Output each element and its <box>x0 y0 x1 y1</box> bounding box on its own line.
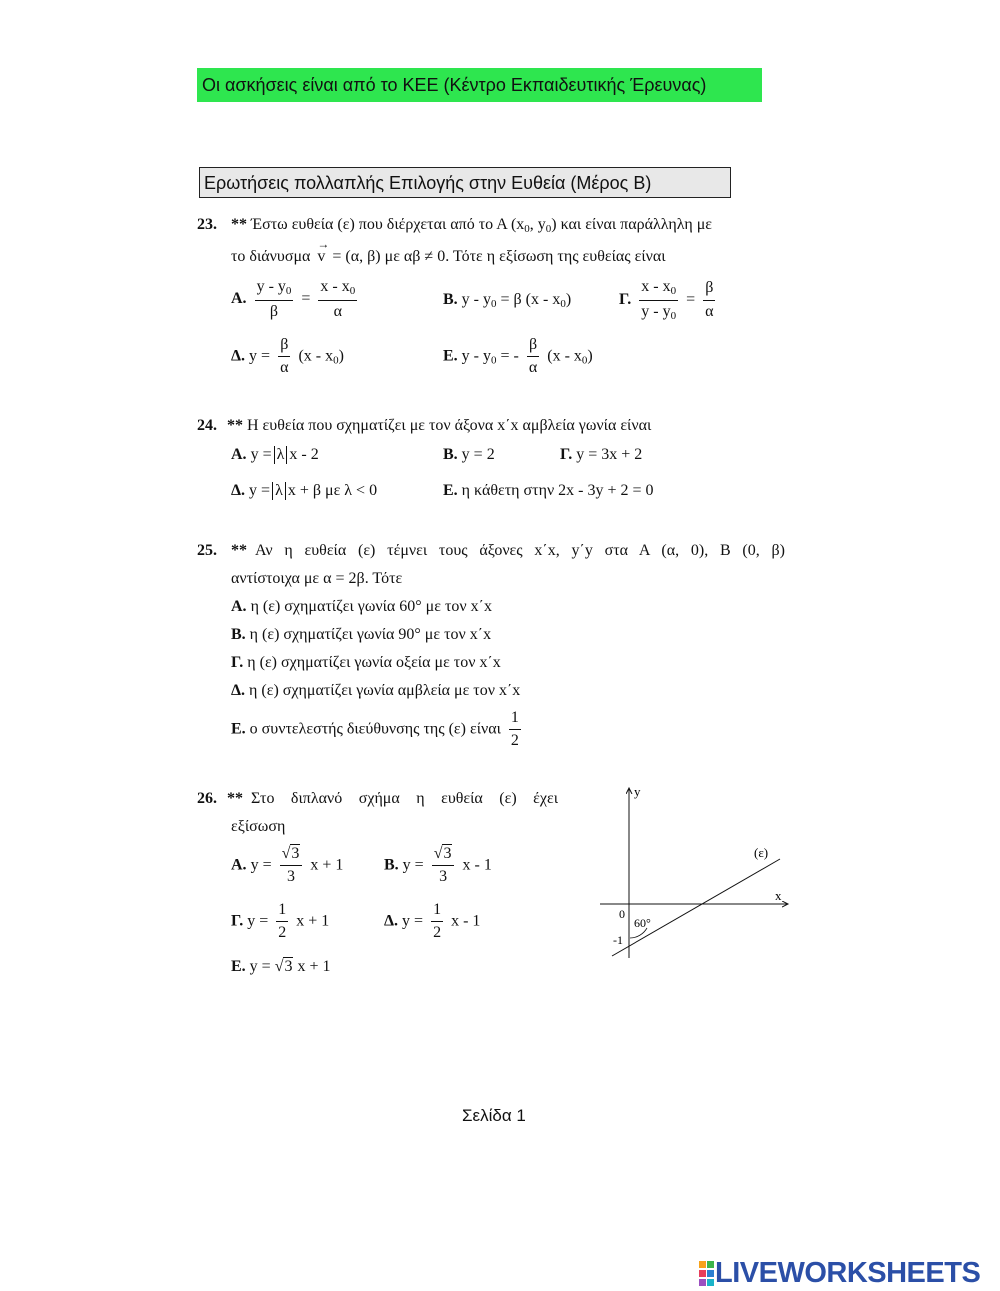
vector-arrow-icon: → <box>317 237 330 251</box>
fraction: $\frac{√3}{3}$ <box>432 845 455 887</box>
q26-text: Στο διπλανό σχήμα η ευθεία (ε) έχει <box>251 790 558 807</box>
line-epsilon <box>612 859 780 956</box>
q23-option-b[interactable]: Β. $y - y_0 = \beta$ $(x - x_0)$ <box>443 291 572 310</box>
q25-option-a[interactable]: Α. η (ε) σχηματίζει γωνία 60° με τον x΄x <box>231 598 492 615</box>
sqrt-symbol: √3 <box>281 845 300 862</box>
y-axis-label: y <box>634 784 641 799</box>
q23-option-d[interactable]: Δ. y = $\frac{\beta}{\alpha}$ $(x - x_0)$ <box>231 336 344 377</box>
sqrt-symbol: √3 <box>274 958 293 975</box>
fraction: $\frac{\beta}{\alpha}$ <box>705 279 714 320</box>
question-number: 25. <box>197 542 217 559</box>
q25-option-e[interactable]: Ε. ο συντελεστής διεύθυνσης της (ε) είναι $\frac{1}{2}$ <box>231 709 519 750</box>
difficulty-stars: ** <box>227 790 243 807</box>
q23-line2: το διάνυσμα → v = (α, β) με αβ ≠ 0. Τότε η εξίσωση της ευθείας είναι <box>231 237 666 265</box>
angle-label: 60° <box>634 916 651 930</box>
q23-option-e[interactable]: Ε. y - $y_0$ = - $\frac{\beta}{\alpha}$ $(x - x_0)$ <box>443 336 593 377</box>
difficulty-stars: ** <box>231 216 247 233</box>
vector-v: → v <box>317 237 330 265</box>
q24-line1 <box>197 417 651 435</box>
q23-text: Έστω ευθεία (ε) που διέρχεται από το Α ($x_0$, $y_0$) και είναι παράλληλη με <box>251 216 712 235</box>
logo-text: LIVEWORKSHEETS <box>715 1257 981 1289</box>
sqrt-symbol: √3 <box>433 845 452 862</box>
q26-line2: εξίσωση <box>231 818 286 835</box>
q23-option-a[interactable]: Α. $\frac{y - y_0}{\beta}$ = $\frac{x - x_0}{\alpha}$ <box>231 278 356 320</box>
q24-option-b[interactable]: Β. y = 2 <box>443 446 495 463</box>
q25-option-c[interactable]: Γ. η (ε) σχηματίζει γωνία οξεία με τον x΄x <box>231 654 501 671</box>
q26-option-c[interactable]: Γ. y = $\frac{1}{2}$ x + 1 <box>231 901 330 942</box>
liveworksheets-logo[interactable] <box>699 1257 980 1290</box>
fraction: $\frac{1}{2}$ <box>510 709 519 750</box>
origin-label: 0 <box>619 907 625 921</box>
fraction: $\frac{x - x_0}{y - y_0}$ <box>641 278 677 322</box>
q25-line2: αντίστοιχα με α = 2β. Τότε <box>231 570 403 587</box>
section-title: Ερωτήσεις πολλαπλής Επιλογής στην Ευθεία (Μέρος Β) <box>199 167 731 198</box>
fraction: $\frac{\beta}{\alpha}$ <box>280 336 289 377</box>
fraction: $\frac{1}{2}$ <box>278 901 287 942</box>
q25-line1 <box>197 542 785 560</box>
q26-option-d[interactable]: Δ. y = $\frac{1}{2}$ x - 1 <box>384 901 481 942</box>
question-number: 24. <box>197 417 217 434</box>
q24-option-a[interactable]: Α. y = λ x - 2 <box>231 446 319 463</box>
question-number: 26. <box>197 790 217 807</box>
q23-option-c[interactable]: Γ. $\frac{x - x_0}{y - y_0}$ = $\frac{\beta}{\alpha}$ <box>619 278 714 322</box>
difficulty-stars: ** <box>231 542 247 559</box>
q23-line1 <box>197 216 712 235</box>
q25-option-b[interactable]: Β. η (ε) σχηματίζει γωνία 90° με τον x΄x <box>231 626 492 643</box>
page-number: Σελίδα 1 <box>462 1106 526 1125</box>
line-label: (ε) <box>754 845 769 860</box>
question-number: 23. <box>197 216 217 233</box>
coordinate-figure <box>590 780 800 965</box>
q26-option-b[interactable]: Β. y = $\frac{√3}{3}$ x - 1 <box>384 845 492 886</box>
q26-option-e[interactable]: Ε. y = √3 x + 1 <box>231 958 331 975</box>
q24-option-c[interactable]: Γ. y = 3x + 2 <box>560 446 643 463</box>
q26-option-a[interactable]: Α. y = $\frac{√3}{3}$ x + 1 <box>231 845 344 886</box>
fraction: $\frac{x - x_0}{\alpha}$ <box>320 278 356 320</box>
fraction: $\frac{y - y_0}{\beta}$ <box>256 278 292 320</box>
fraction: $\frac{√3}{3}$ <box>280 845 303 887</box>
fraction: $\frac{1}{2}$ <box>433 901 442 942</box>
intercept-label: -1 <box>613 933 623 947</box>
fraction: $\frac{\beta}{\alpha}$ <box>528 336 538 377</box>
difficulty-stars: ** <box>227 417 243 434</box>
q24-option-e[interactable]: Ε. η κάθετη στην 2x - 3y + 2 = 0 <box>443 482 654 499</box>
q24-text: Η ευθεία που σχηματίζει με τον άξονα x΄x αμβλεία γωνία είναι <box>247 417 652 434</box>
q25-text: Αν η ευθεία (ε) τέμνει τους άξονες x΄x, y΄y στα Α (α, 0), Β (0, β) <box>255 542 785 559</box>
q24-option-d[interactable]: Δ. y = λ x + β με λ < 0 <box>231 482 378 499</box>
q25-option-d[interactable]: Δ. η (ε) σχηματίζει γωνία αμβλεία με τον x΄x <box>231 682 521 699</box>
source-banner: Οι ασκήσεις είναι από το ΚΕΕ (Κέντρο Εκπαιδευτικής Έρευνας) <box>197 68 762 102</box>
x-axis-label: x <box>775 888 782 903</box>
liveworksheets-logo-icon <box>699 1261 715 1287</box>
q26-line1 <box>197 790 558 808</box>
